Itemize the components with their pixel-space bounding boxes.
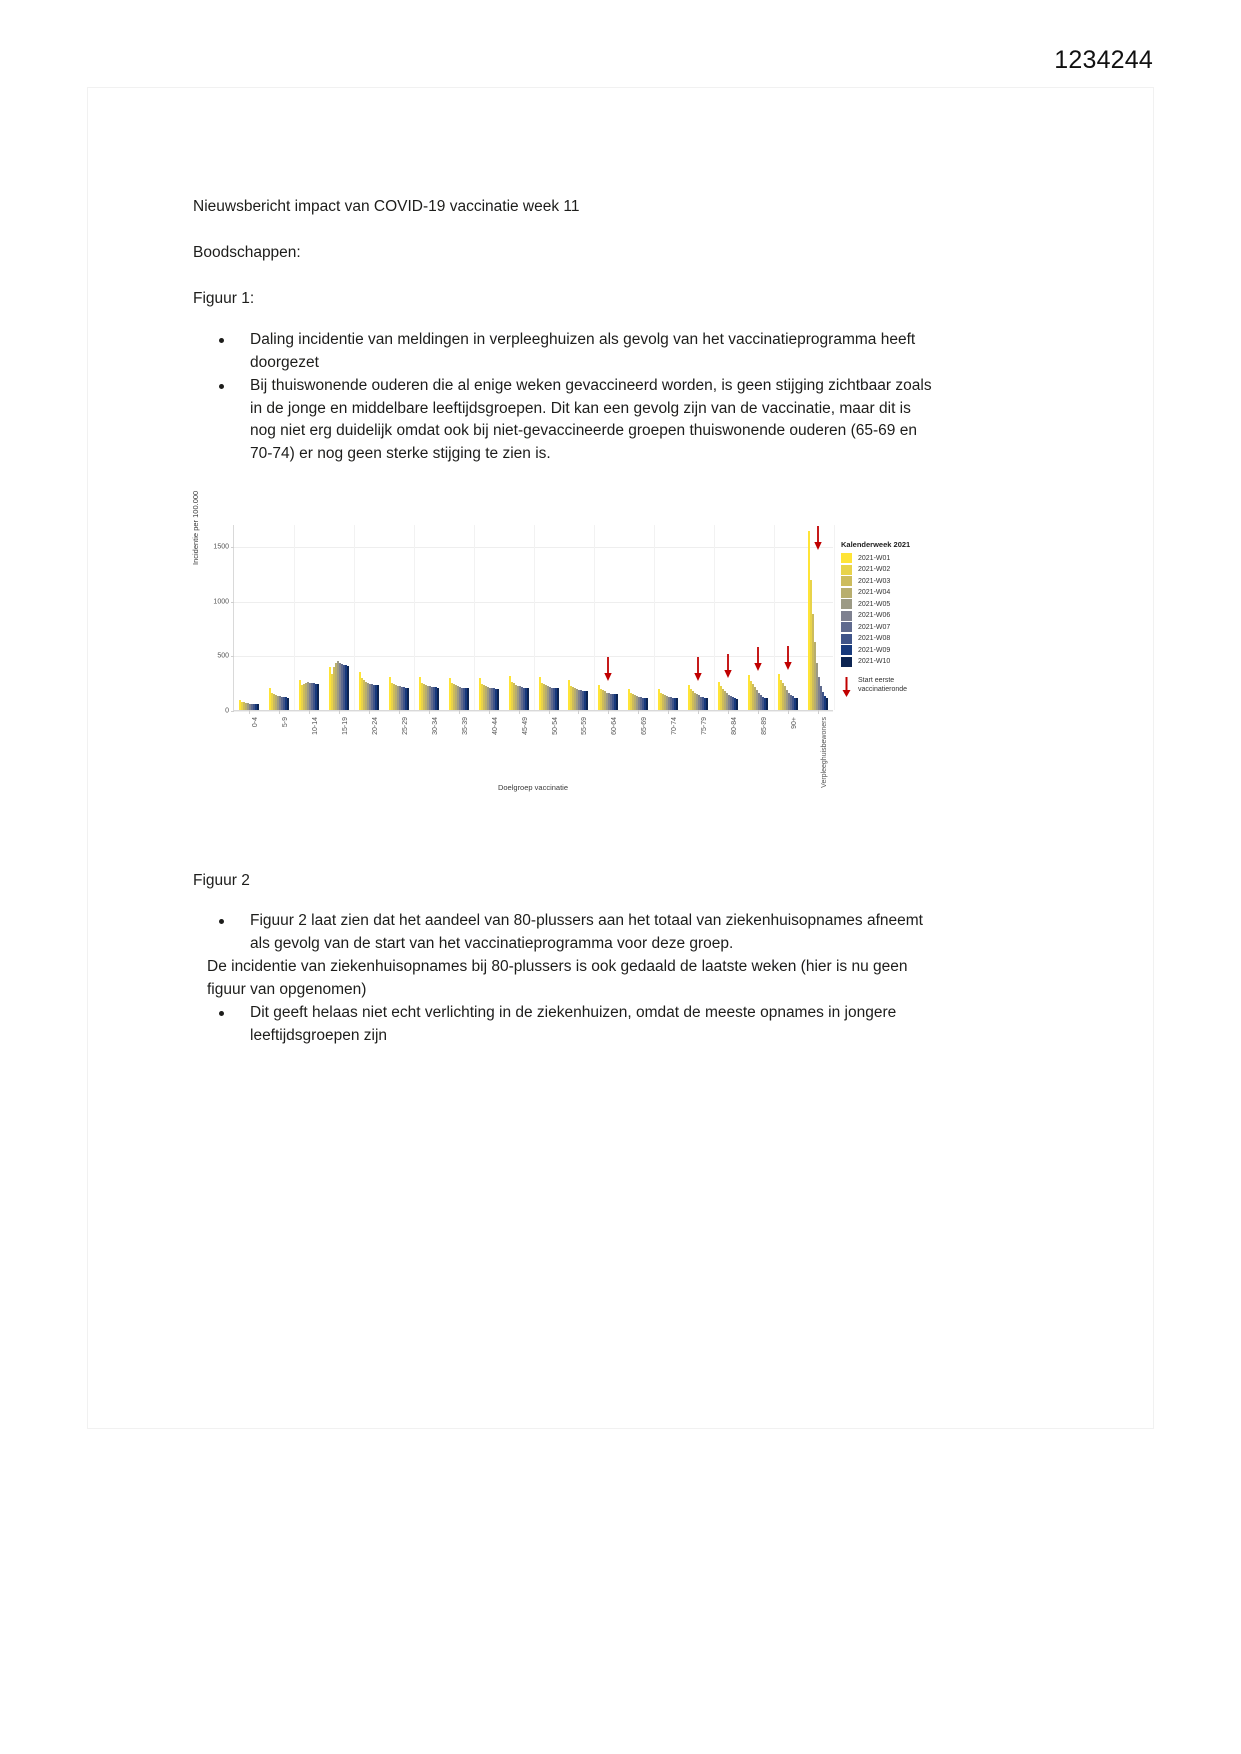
chart-bar (796, 698, 798, 710)
down-arrow-icon (841, 676, 852, 698)
chart-bar-group (354, 525, 384, 735)
legend-color-swatch (841, 611, 852, 621)
legend-entry (841, 588, 951, 598)
chart-bar-group (444, 525, 474, 735)
vaccination-start-arrow-icon (753, 646, 763, 672)
chart-bar (557, 688, 559, 710)
chart-bar-group (324, 525, 354, 735)
chart-vertical-gridline (294, 525, 295, 710)
legend-entry-label: 2021-W09 (858, 646, 891, 654)
legend-title: Kalenderweek 2021 (841, 540, 911, 549)
legend-entry-label: 2021-W05 (858, 600, 891, 608)
legend-color-swatch (841, 599, 852, 609)
chart-bar-group (264, 525, 294, 728)
legend-entry (841, 599, 951, 609)
legend-annotation-line2: vaccinatieronde (858, 685, 908, 693)
chart-bar (616, 694, 618, 710)
legend-color-swatch (841, 576, 852, 586)
y-tick-label: 1000 (213, 598, 229, 606)
legend-annotation-line1: Start eerste (858, 676, 895, 684)
legend-color-swatch (841, 634, 852, 644)
x-tick-mark (578, 710, 579, 714)
chart-bar (646, 698, 648, 710)
bullet-text: Figuur 2 laat zien dat het aandeel van 80-plussers aan het totaal van ziekenhuisopnames afneemt als gevolg van de start van het vaccinatieprogramma voor deze groep. (250, 912, 923, 952)
legend-entry (841, 565, 951, 575)
chart-bar-group (504, 525, 534, 735)
x-tick-label: 80-84 (731, 717, 739, 735)
chart-bar-group (384, 525, 414, 735)
legend-entry (841, 622, 951, 632)
x-tick-mark (668, 710, 669, 714)
vaccination-start-arrow-icon (723, 653, 733, 679)
figure2-bullet-list (193, 910, 933, 1047)
chart-bar (257, 704, 259, 710)
figure1-label: Figuur 1: (193, 290, 255, 307)
legend-entry-label: 2021-W08 (858, 635, 891, 642)
legend-entry-label: 2021-W04 (858, 589, 891, 596)
x-tick-mark (758, 710, 759, 714)
figure2-section (193, 872, 933, 1048)
legend-entries (841, 553, 951, 667)
chart-bar-group (593, 525, 623, 735)
legend-entry (841, 657, 951, 667)
legend-entry (841, 634, 951, 644)
chart-vertical-gridline (354, 525, 355, 710)
legend-entry (841, 645, 951, 655)
chart-bar-group (683, 525, 713, 735)
list-item (193, 910, 933, 955)
x-tick-mark (309, 710, 310, 714)
x-tick-mark (339, 710, 340, 714)
chart-vertical-gridline (834, 525, 835, 710)
chart-bar (437, 688, 439, 710)
legend-entry-label: 2021-W07 (858, 623, 891, 631)
x-tick-mark (279, 710, 280, 714)
figure1-chart (191, 490, 953, 805)
x-tick-mark (728, 710, 729, 714)
legend-color-swatch (841, 565, 852, 575)
x-tick-mark (429, 710, 430, 714)
x-tick-label: 70-74 (671, 717, 679, 735)
document-heading: Nieuwsbericht impact van COVID-19 vaccinatie week 11 (193, 198, 580, 215)
x-tick-mark (369, 710, 370, 714)
x-tick-label: 55-59 (581, 717, 589, 735)
chart-vertical-gridline (594, 525, 595, 710)
list-item (193, 1002, 933, 1047)
x-tick-mark (489, 710, 490, 714)
legend-entry (841, 611, 951, 621)
chart-bar (287, 698, 289, 710)
legend-entry-label: 2021-W10 (858, 658, 891, 665)
chart-bar (467, 688, 469, 710)
x-tick-label: 60-64 (611, 717, 619, 735)
chart-bar-group (623, 525, 653, 735)
x-tick-mark (818, 710, 819, 714)
x-tick-label: 45-49 (521, 717, 529, 735)
chart-canvas (191, 490, 953, 805)
x-tick-mark (698, 710, 699, 714)
document-body (193, 195, 933, 466)
legend-color-swatch (841, 588, 852, 598)
chart-bar-group (414, 525, 444, 735)
y-tick-mark (231, 711, 234, 712)
legend-entry-label: 2021-W02 (858, 566, 891, 573)
legend-color-swatch (841, 645, 852, 655)
x-tick-label: 35-39 (461, 717, 469, 735)
chart-bar-group (653, 525, 683, 735)
chart-bar (407, 688, 409, 710)
y-tick-label: 500 (217, 652, 229, 660)
chart-bar-group (563, 525, 593, 735)
x-tick-label: Verpleeghuisbewoners (821, 717, 829, 788)
chart-y-axis-label: Incidentie per 100.000 (191, 490, 200, 565)
document-number: 1234244 (1054, 46, 1153, 74)
list-item (193, 329, 933, 374)
bullet-text: Dit geeft helaas niet echt verlichting in de ziekenhuizen, omdat de meeste opnames in jongere leeftijdsgroepen zijn (250, 1004, 897, 1044)
y-tick-label: 0 (225, 707, 229, 715)
chart-bar-group (803, 525, 833, 788)
chart-legend (841, 540, 951, 698)
chart-bar-group (294, 525, 324, 735)
legend-color-swatch (841, 553, 852, 563)
chart-vertical-gridline (534, 525, 535, 710)
chart-vertical-gridline (414, 525, 415, 710)
chart-bar (317, 684, 319, 710)
x-tick-mark (549, 710, 550, 714)
chart-gridline (234, 711, 833, 712)
x-tick-mark (459, 710, 460, 714)
x-tick-label: 40-44 (491, 717, 499, 735)
chart-bar-group (474, 525, 504, 735)
chart-bar-group (743, 525, 773, 735)
x-tick-mark (608, 710, 609, 714)
legend-annotation-entry (841, 676, 951, 698)
legend-entry-label: 2021-W06 (858, 612, 891, 619)
x-tick-label: 25-29 (401, 717, 409, 735)
x-tick-label: 20-24 (371, 717, 379, 735)
vaccination-start-arrow-icon (693, 656, 703, 682)
bullet-text: Daling incidentie van meldingen in verpleeghuizen als gevolg van het vaccinatieprogramma heeft doorgezet (250, 331, 916, 371)
bullet-text: Bij thuiswonende ouderen die al enige weken gevaccineerd worden, is geen stijging zichtbaar zoals in de jonge en middelbare leeftijdsgroepen. Dit kan een gevolg zijn van de vaccinatie, maar dit is nog niet erg duidelijk omdat ook bij niet-gevaccineerde groepen thuiswonende ouderen (65-69 en 70-74) er nog geen sterke stijging te zien is. (250, 377, 932, 462)
vaccination-start-arrow-icon (783, 645, 793, 671)
chart-bar (347, 666, 349, 710)
chart-bar (377, 685, 379, 710)
list-item-plain (193, 956, 933, 1001)
x-tick-label: 65-69 (641, 717, 649, 735)
x-tick-mark (399, 710, 400, 714)
chart-bar (826, 698, 828, 710)
legend-entry-label: 2021-W01 (858, 554, 891, 562)
legend-annotation-label (858, 676, 907, 694)
figure1-bullet-list (193, 329, 933, 465)
list-item (193, 375, 933, 465)
x-tick-mark (788, 710, 789, 714)
chart-vertical-gridline (774, 525, 775, 710)
chart-bar (676, 698, 678, 710)
legend-color-swatch (841, 622, 852, 632)
figure2-label: Figuur 2 (193, 872, 250, 889)
chart-bar (766, 698, 768, 710)
chart-bar (527, 688, 529, 710)
document-subheading: Boodschappen: (193, 244, 301, 261)
chart-bar (706, 698, 708, 710)
chart-vertical-gridline (474, 525, 475, 710)
chart-bar-group (234, 525, 264, 728)
chart-vertical-gridline (714, 525, 715, 710)
vaccination-start-arrow-icon (603, 656, 613, 682)
x-tick-label: 75-79 (701, 717, 709, 735)
x-tick-mark (638, 710, 639, 714)
chart-bar (586, 691, 588, 710)
chart-bar (736, 699, 738, 710)
x-tick-mark (519, 710, 520, 714)
chart-vertical-gridline (654, 525, 655, 710)
x-tick-label: 0-4 (251, 717, 259, 728)
chart-bar-group (534, 525, 564, 735)
chart-bar-group (773, 525, 803, 729)
x-tick-label: 90+ (791, 717, 799, 729)
chart-x-axis-label: Doelgroep vaccinatie (497, 783, 569, 792)
y-tick-label: 1500 (213, 543, 229, 551)
legend-entry (841, 553, 951, 563)
legend-entry-label: 2021-W03 (858, 577, 891, 585)
vaccination-start-arrow-icon (813, 525, 823, 551)
legend-color-swatch (841, 657, 852, 667)
chart-bar (497, 689, 499, 710)
x-tick-mark (249, 710, 250, 714)
x-tick-label: 50-54 (551, 717, 559, 735)
x-tick-label: 30-34 (431, 717, 439, 735)
x-tick-label: 5-9 (281, 717, 289, 728)
chart-bar-group (713, 525, 743, 735)
plain-text: De incidentie van ziekenhuisopnames bij 80-plussers is ook gedaald de laatste weken (hier is nu geen figuur van opgenomen) (207, 958, 908, 998)
legend-entry (841, 576, 951, 586)
x-tick-label: 10-14 (311, 717, 319, 735)
x-tick-label: 85-89 (761, 717, 769, 735)
x-tick-label: 15-19 (341, 717, 349, 735)
